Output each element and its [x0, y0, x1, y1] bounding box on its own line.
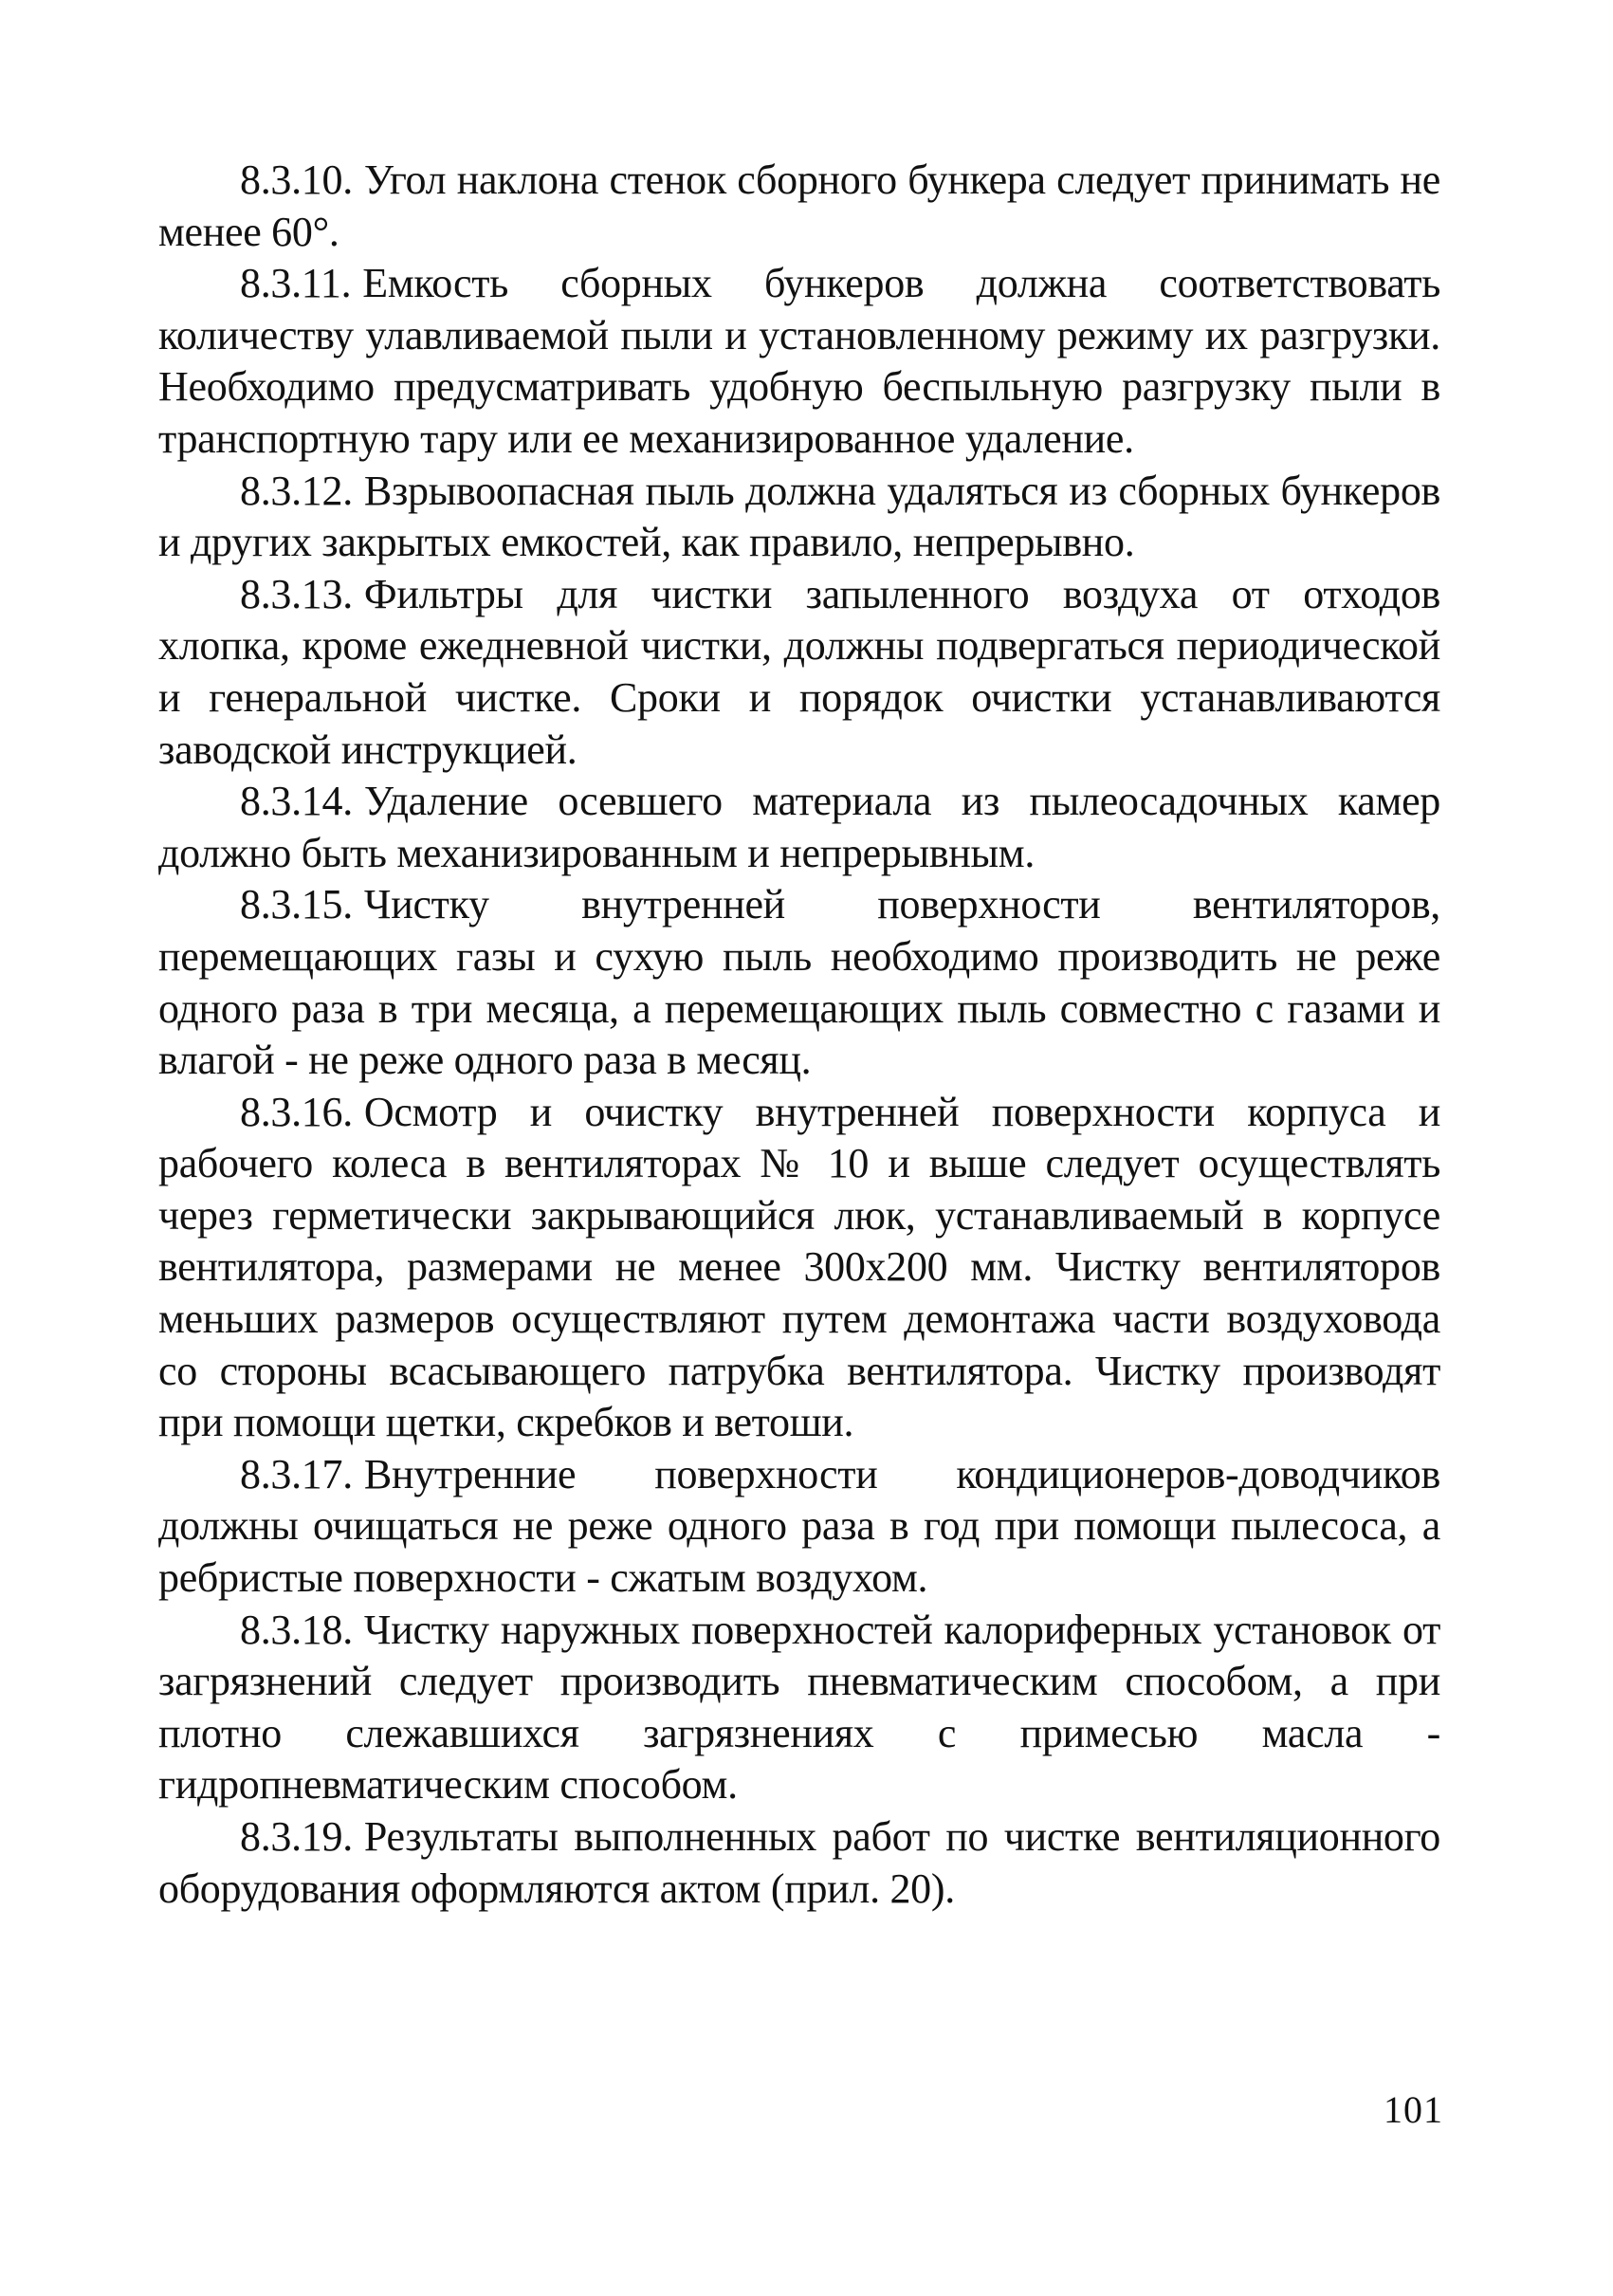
- paragraph-8-3-11: [158, 258, 1440, 465]
- paragraph-8-3-12: [158, 466, 1440, 569]
- paragraph-text: Фильтры для чистки запыленного воздуха от отходов хлопка, кроме ежедневной чистки, должны подвергаться периодической и генеральной чистке. Сроки и порядок очистки устанавливаются заводской инструкцией.: [158, 570, 1440, 773]
- paragraph-8-3-18: [158, 1605, 1440, 1811]
- paragraph-8-3-17: [158, 1449, 1440, 1605]
- paragraph-text: Чистку внутренней поверхности вентиляторов, перемещающих газы и сухую пыль необходимо производить не реже одного раза в три месяца, а перемещающих пыль совместно с газами и влагой - не реже одного раза в месяц.: [158, 881, 1440, 1084]
- paragraph-text: Чистку наружных поверхностей калориферных установок от загрязнений следует производить пневматическим способом, а при плотно слежавшихся загрязнениях с примесью масла - гидропневматическим способом.: [158, 1606, 1440, 1809]
- paragraph-8-3-16: [158, 1087, 1440, 1449]
- paragraph-number: 8.3.12.: [240, 467, 353, 514]
- paragraph-text: Внутренние поверхности кондиционеров-доводчиков должны очищаться не реже одного раза в год при помощи пылесоса, а ребристые поверхности - сжатым воздухом.: [158, 1450, 1440, 1602]
- paragraph-number: 8.3.18.: [240, 1606, 353, 1653]
- paragraph-8-3-19: [158, 1811, 1440, 1915]
- paragraph-text: Взрывоопасная пыль должна удаляться из сборных бункеров и других закрытых емкостей, как правило, непрерывно.: [158, 467, 1440, 566]
- page-number: 101: [1384, 2088, 1443, 2131]
- paragraph-text: Угол наклона стенок сборного бункера следует принимать не менее 60°.: [158, 156, 1440, 255]
- paragraph-number: 8.3.19.: [240, 1813, 353, 1860]
- paragraph-number: 8.3.11.: [240, 260, 352, 307]
- paragraph-8-3-13: [158, 569, 1440, 776]
- paragraph-number: 8.3.13.: [240, 570, 353, 617]
- paragraph-8-3-15: [158, 879, 1440, 1086]
- paragraph-text: Результаты выполненных работ по чистке вентиляционного оборудования оформляются актом (прил. 20).: [158, 1813, 1440, 1912]
- paragraph-number: 8.3.17.: [240, 1450, 353, 1497]
- paragraph-8-3-10: [158, 155, 1440, 258]
- paragraph-number: 8.3.16.: [240, 1088, 353, 1135]
- paragraph-number: 8.3.14.: [240, 778, 353, 825]
- paragraph-number: 8.3.15.: [240, 881, 353, 928]
- paragraph-text: Удаление осевшего материала из пылеосадочных камер должно быть механизированным и непрерывным.: [158, 778, 1440, 876]
- paragraph-8-3-14: [158, 776, 1440, 879]
- body-text: [158, 155, 1440, 1915]
- paragraph-text: Емкость сборных бункеров должна соответствовать количеству улавливаемой пыли и установленному режиму их разгрузки. Необходимо предусматривать удобную беспыльную разгрузку пыли в транспортную тару или ее механизированное удаление.: [158, 260, 1440, 462]
- paragraph-text: Осмотр и очистку внутренней поверхности корпуса и рабочего колеса в вентиляторах № 10 и выше следует осуществлять через герметически закрывающийся люк, устанавливаемый в корпусе вентилятора, размерами не менее 300x200 мм. Чистку вентиляторов меньших размеров осуществляют путем демонтажа части воздуховода со стороны всасывающего патрубка вентилятора. Чистку производят при помощи щетки, скребков и ветоши.: [158, 1088, 1440, 1446]
- paragraph-number: 8.3.10.: [240, 156, 353, 203]
